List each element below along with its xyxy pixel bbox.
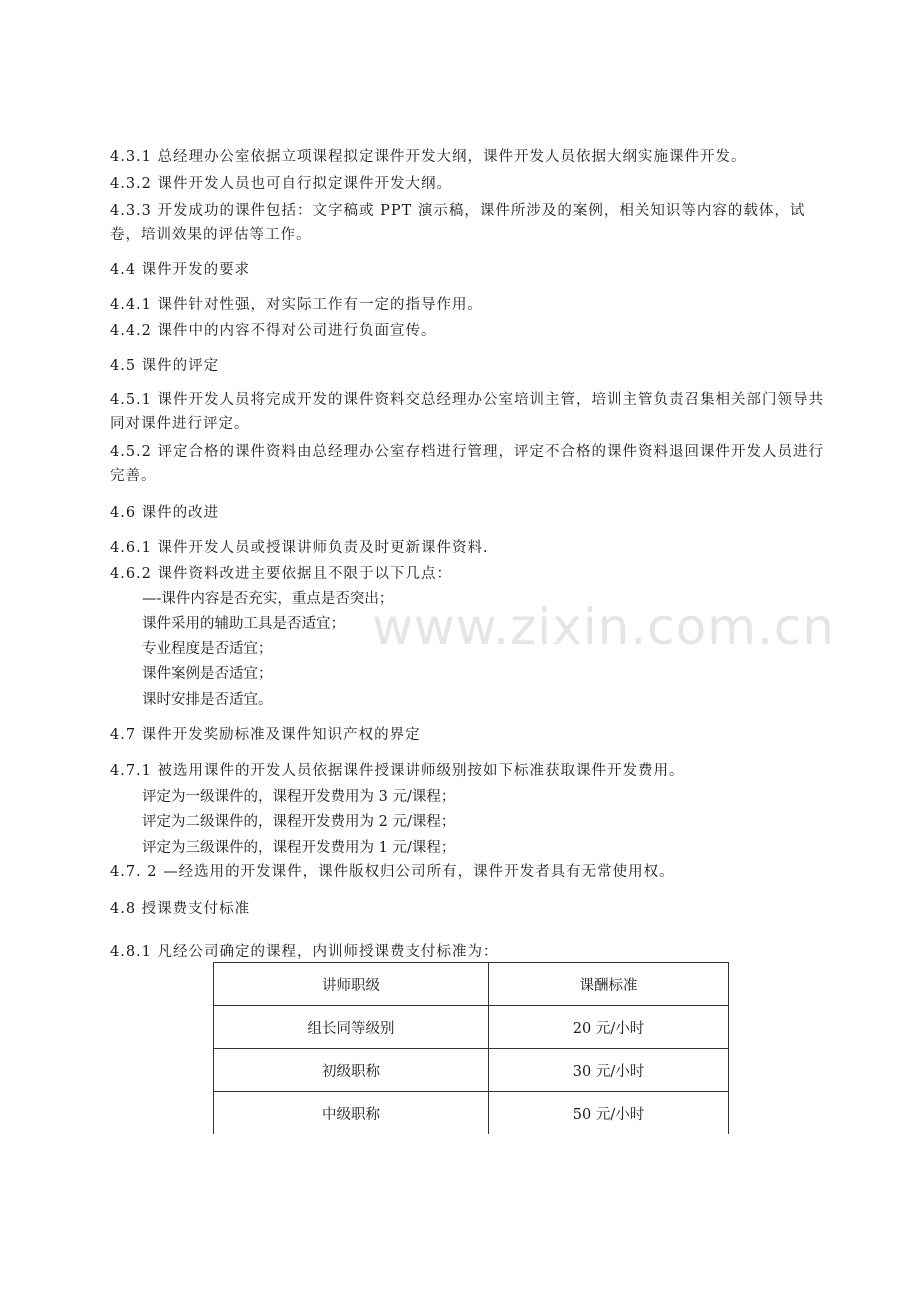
table-cell: 初级职称 <box>214 1049 489 1092</box>
column-header-fee-standard: 课酬标准 <box>489 963 729 1006</box>
section-heading-4-7: 4.7 课件开发奖励标准及课件知识产权的界定 <box>110 727 421 743</box>
table-row <box>214 1006 729 1049</box>
table-header-row <box>214 963 729 1006</box>
clause-4-8-1: 4.8.1 凡经公司确定的课程，内训师授课费支付标准为： <box>110 944 499 960</box>
column-header-lecturer-level: 讲师职级 <box>214 963 489 1006</box>
section-heading-4-6: 4.6 课件的改进 <box>110 505 220 521</box>
clause-4-6-2: 4.6.2 课件资料改进主要依据且不限于以下几点： <box>110 566 453 582</box>
table-cell: 20 元/小时 <box>489 1006 729 1049</box>
clause-4-7-2: 4.7. 2 —经选用的开发课件，课件版权归公司所有，课件开发者具有无常使用权。 <box>110 864 675 880</box>
table-row <box>214 1092 729 1135</box>
list-item: 评定为一级课件的，课程开发费用为 3 元/课程； <box>142 789 456 805</box>
clause-4-5-2: 4.5.2 评定合格的课件资料由总经理办公室存档进行管理，评定不合格的课件资料退回课件开发人员进行完善。 <box>110 444 824 484</box>
clause-4-5-1: 4.5.1 课件开发人员将完成开发的课件资料交总经理办公室培训主管，培训主管负责召集相关部门领导共同对课件进行评定。 <box>110 392 824 432</box>
table-cell: 中级职称 <box>214 1092 489 1135</box>
clause-4-4-2: 4.4.2 课件中的内容不得对公司进行负面宣传。 <box>110 323 437 339</box>
fee-table <box>213 962 729 1134</box>
list-item: —-课件内容是否充实，重点是否突出； <box>142 591 394 607</box>
list-item: 评定为二级课件的，课程开发费用为 2 元/课程； <box>142 814 456 830</box>
list-item: 课件案例是否适宜； <box>142 666 273 682</box>
clause-4-7-1: 4.7.1 被选用课件的开发人员依据课件授课讲师级别按如下标准获取课件开发费用。 <box>110 763 685 779</box>
table-cell: 50 元/小时 <box>489 1092 729 1135</box>
table-cell: 组长同等级别 <box>214 1006 489 1049</box>
clause-4-3-1: 4.3.1 总经理办公室依据立项课程拟定课件开发大纲，课件开发人员依据大纲实施课件开发。 <box>110 149 747 165</box>
list-item: 课件采用的辅助工具是否适宜； <box>142 616 345 632</box>
list-item: 专业程度是否适宜； <box>142 641 273 657</box>
clause-4-6-1: 4.6.1 课件开发人员或授课讲师负责及时更新课件资料. <box>110 540 489 556</box>
list-item: 课时安排是否适宜。 <box>142 692 273 708</box>
table-cell: 30 元/小时 <box>489 1049 729 1092</box>
clause-4-3-2: 4.3.2 课件开发人员也可自行拟定课件开发大纲。 <box>110 176 453 192</box>
watermark: www.zixin.com.cn <box>372 598 836 656</box>
section-heading-4-5: 4.5 课件的评定 <box>110 358 220 374</box>
section-heading-4-8: 4.8 授课费支付标准 <box>110 901 251 917</box>
section-heading-4-4: 4.4 课件开发的要求 <box>110 262 251 278</box>
list-item: 评定为三级课件的，课程开发费用为 1 元/课程； <box>142 840 456 856</box>
clause-4-4-1: 4.4.1 课件针对性强，对实际工作有一定的指导作用。 <box>110 297 484 313</box>
table-row <box>214 1049 729 1092</box>
clause-4-3-3: 4.3.3 开发成功的课件包括：文字稿或 PPT 演示稿，课件所涉及的案例，相关知识等内容的载体，试卷，培训效果的评估等工作。 <box>110 203 806 243</box>
